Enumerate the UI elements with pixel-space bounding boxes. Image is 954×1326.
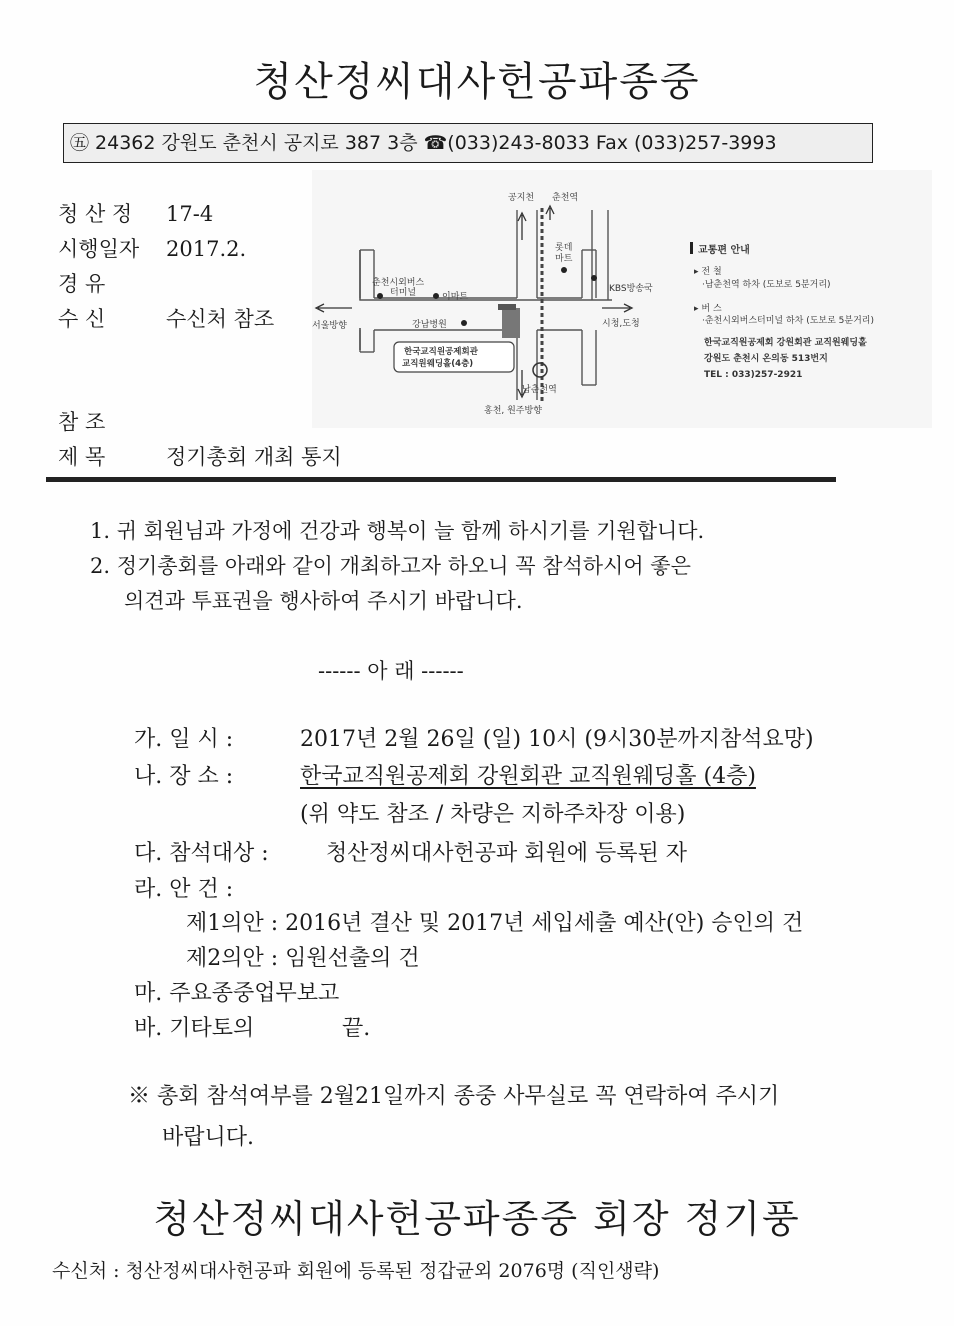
location-map — [312, 170, 932, 428]
map-label-south-station: 남춘천역 — [522, 385, 557, 395]
venue-address: 강원도 춘천시 온의동 513번지 — [704, 354, 828, 364]
agenda-place-note: (위 약도 참조 / 차량은 지하주차장 이용) — [300, 802, 686, 827]
agenda-attendee-label: 다. 참석대상 : — [134, 841, 269, 866]
agenda-attendee-value: 청산정씨대사헌공파 회원에 등록된 자 — [326, 841, 688, 866]
map-label-top-station: 춘천역 — [552, 193, 579, 203]
recipient-value: 수신처 참조 — [166, 307, 275, 331]
bus-label: ▸ 버 스 — [694, 304, 722, 314]
doc-number-row — [58, 198, 213, 228]
map-label-lotte-2: 마트 — [555, 254, 573, 264]
subway-label: ▸ 전 철 — [694, 267, 722, 277]
agenda-date-value: 2017년 2월 26일 (일) 10시 (9시30분까지참석요망) — [300, 727, 814, 752]
body-line-1: 1. 귀 회원님과 가정에 건강과 행복이 늘 함께 하시기를 기원합니다. — [90, 519, 705, 543]
doc-number-label: 청 산 정 — [58, 202, 133, 226]
agenda-other — [134, 1011, 370, 1042]
header-divider — [46, 477, 836, 482]
address-line: ㊄ 24362 강원도 춘천시 공지로 387 3층 ☎(033)243-8033 Fax (033)257-3993 — [70, 132, 777, 154]
address-box — [63, 123, 873, 163]
agenda-place-row — [134, 759, 756, 790]
via-label: 경 유 — [58, 272, 106, 296]
map-label-venue: 한국교직원공제회관 — [404, 347, 478, 357]
end-mark: 끝. — [342, 1016, 371, 1041]
map-label-lotte: 롯데 — [555, 243, 573, 253]
map-label-hospital: 강남병원 — [412, 320, 447, 330]
signature-line: 청산정씨대사헌공파종중 회장 정기풍 — [153, 1197, 801, 1241]
bus-detail: ·춘천시외버스터미널 하차 (도보로 5분거리) — [702, 316, 874, 326]
agenda-date-label: 가. 일 시 : — [134, 727, 234, 752]
map-label-bus-terminal: 춘천시외버스 — [372, 278, 425, 288]
rsvp-notice-line-2: 바랍니다. — [162, 1125, 255, 1150]
agenda-other-label: 바. 기타토의 — [134, 1016, 255, 1041]
map-label-top-road: 공지천 — [508, 193, 535, 203]
body-line-3: 의견과 투표권을 행사하여 주시기 바랍니다. — [124, 589, 523, 613]
transport-guide-title: 교통편 안내 — [698, 245, 750, 256]
emart-marker — [433, 293, 439, 299]
agenda-report: 마. 주요종중업무보고 — [134, 981, 340, 1006]
recipient-label: 수 신 — [58, 307, 106, 331]
recipients-line: 수신처 : 청산정씨대사헌공파 회원에 등록된 정갑균외 2076명 (직인생략) — [52, 1260, 660, 1282]
subject-label: 제 목 — [58, 445, 106, 469]
map-label-kbs: KBS방송국 — [609, 284, 653, 294]
subject-row — [58, 441, 342, 471]
map-label-right-direction: 시청,도청 — [602, 319, 640, 329]
hospital-marker — [461, 320, 467, 326]
doc-number-value: 17-4 — [166, 202, 214, 226]
reference-row — [58, 406, 166, 436]
recipient-row — [58, 303, 274, 333]
subject-value: 정기총회 개최 통지 — [166, 445, 342, 469]
issue-date-row — [58, 233, 246, 263]
venue-tel: TEL : 033)257-2921 — [704, 370, 803, 380]
reference-label: 참 조 — [58, 410, 106, 434]
agenda-item-2: 제2의안 : 임원선출의 건 — [186, 946, 420, 971]
map-label-emart: 이마트 — [442, 292, 469, 302]
issue-date-value: 2017.2. — [166, 237, 247, 261]
agenda-place-value: 한국교직원공제회 강원회관 교직원웨딩홀 (4층) — [300, 764, 756, 789]
map-background — [312, 170, 932, 428]
lotte-marker — [561, 267, 567, 273]
agenda-items-label: 라. 안 건 : — [134, 877, 234, 902]
map-label-bottom-direction: 홍천, 원주방향 — [484, 406, 542, 416]
subway-detail: ·남춘천역 하차 (도보로 5분거리) — [702, 280, 831, 290]
map-label-left-direction: 서울방향 — [312, 321, 347, 331]
map-label-bus-terminal-2: 터미널 — [390, 288, 417, 298]
map-label-venue-2: 교직원웨딩홀(4층) — [402, 359, 474, 369]
venue-full-name: 한국교직원공제회 강원회관 교직원웨딩홀 — [704, 338, 867, 348]
body-line-2: 2. 정기총회를 아래와 같이 개최하고자 하오니 꼭 참석하시어 좋은 — [90, 554, 691, 578]
agenda-place-label: 나. 장 소 : — [134, 764, 234, 789]
notice-divider: ------ 아 래 ------ — [318, 659, 464, 683]
guide-bar-icon — [690, 242, 693, 254]
bus-terminal-marker — [377, 293, 383, 299]
kbs-marker — [591, 275, 597, 281]
agenda-date-row — [134, 722, 814, 753]
document-title: 청산정씨대사헌공파종중 — [253, 59, 701, 105]
agenda-attendee-row — [134, 836, 687, 867]
rsvp-notice-line-1: ※ 총회 참석여부를 2월21일까지 종중 사무실로 꼭 연락하여 주시기 — [128, 1084, 780, 1109]
agenda-item-1: 제1의안 : 2016년 결산 및 2017년 세입세출 예산(안) 승인의 건 — [186, 911, 804, 936]
issue-date-label: 시행일자 — [58, 237, 140, 261]
via-row — [58, 268, 166, 298]
